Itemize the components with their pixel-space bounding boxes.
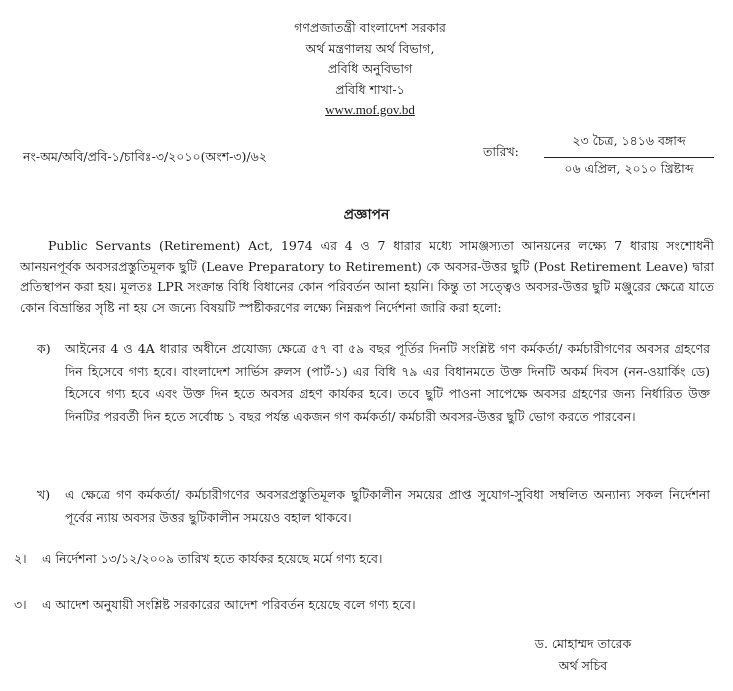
sub-item-text: আইনের 4 ও 4A ধারার অধীনে প্রযোজ্য ক্ষেত্রে ৫৭ বা ৫৯ বছর পূর্তির দিনটি সংশ্লিষ্ট গণ কর্মকর্তা/ কর্মচারীগণের অবসর গ্রহণের দিন হিসেবে গণ্য হবে। বাংলাদেশ সার্ভিস রুলস (পার্ট-১) এর বিধি ৭৯ এর বিধানমতে উক্ত দিনটি অকর্ম দিবস (নন-ওয়ার্কিং ডে) হিসেবে গণ্য হবে এবং উক্ত দিন হতে অবসর গ্রহণ কার্যকর হবে। তবে ছুটি পাওনা সাপেক্ষে অবসর গ্রহণের জন্য নির্ধারিত উক্ত দিনটির পরবর্তী দিন হতে সর্বোচ্চ ১ বছর পর্যন্ত একজন গণ কর্মকর্তা/ কর্মচারী অবসর-উত্তর ছুটি ভোগ করতে পারবেন। <box>65 341 710 424</box>
ministry-name: অর্থ মন্ত্রণালয় অর্থ বিভাগ, <box>305 40 435 56</box>
date-english: ০৬ এপ্রিল, ২০১০ খ্রিষ্টাব্দ <box>564 161 694 176</box>
date-block <box>544 133 714 181</box>
sub-item-kha <box>37 484 710 529</box>
signatory-name: ড. মোহাম্মদ তারেক <box>534 636 632 651</box>
intro-text: Public Servants (Retirement) Act, 1974 এর 4 ও 7 ধারার মধ্যে সামঞ্জস্যতা আনয়নের লক্ষ্যে 7 ধারায় সংশোধনী আনয়নপূর্বক অবসরপ্রস্তুতিমূলক ছুটি (Leave Preparatory to Retirement) কে অবসর-উত্তর ছুটি (Post Retirement Leave) দ্বারা প্রতিস্থাপন করা হয়। মূলতঃ LPR সংক্রান্ত বিধি বিধানের কোন পরিবর্তন আনা হয়নি। কিন্তু তা সত্ত্বেও অবসর-উত্তর ছুটি মঞ্জুরের ক্ষেত্রে যাতে কোন বিভ্রান্তির সৃষ্টি না হয় সে জন্যে বিষয়টি স্পষ্টীকরণের লক্ষ্যে নিম্নরূপ নির্দেশনা জারি করা হলো: <box>20 238 714 315</box>
numbered-point-3 <box>14 597 416 617</box>
point-number: ২। <box>14 551 27 566</box>
point-text: এ নির্দেশনা ১৩/১২/২০০৯ তারিখ হতে কার্যকর হয়েছে মর্মে গণ্য হবে। <box>42 551 383 566</box>
memo-number: নং-অম/অবি/প্রবি-১/চাবিঃ-৩/২০১০(অংশ-৩)/৬২ <box>23 149 267 164</box>
sub-item-label: খ) <box>37 487 51 502</box>
wing-name: প্রবিধি অনুবিভাগ <box>327 61 413 76</box>
sub-item-label: ক) <box>37 341 51 356</box>
numbered-point-2 <box>14 551 382 571</box>
signature-block <box>508 633 658 677</box>
point-number: ৩। <box>14 597 27 612</box>
date-label: তারিখ: <box>483 144 519 159</box>
document-title: প্রজ্ঞাপন <box>343 207 390 223</box>
branch-name: প্রবিধি শাখা-১ <box>335 81 405 97</box>
signatory-designation: অর্থ সচিব <box>558 658 608 673</box>
govt-name: গণপ্রজাতন্ত্রী বাংলাদেশ সরকার <box>294 20 446 35</box>
point-text: এ আদেশ অনুযায়ী সংশ্লিষ্ট সরকারের আদেশ পরিবর্তন হয়েছে বলে গণ্য হবে। <box>42 597 416 612</box>
sub-item-text: এ ক্ষেত্রে গণ কর্মকর্তা/ কর্মচারীগণের অবসরপ্রস্তুতিমূলক ছুটিকালীন সময়ের প্রাপ্ত সুযোগ-সুবিধা সম্বলিত অন্যান্য সকল নির্দেশনা পূর্বের ন্যায় অবসর উত্তর ছুটিকালীন সময়েও বহাল থাকবে। <box>65 487 710 525</box>
sub-item-ka <box>37 338 710 428</box>
date-bangla: ২৩ চৈত্র, ১৪১৬ বঙ্গাব্দ <box>544 133 714 158</box>
website-link[interactable]: www.mof.gov.bd <box>325 102 415 117</box>
letterhead <box>220 18 520 121</box>
intro-paragraph <box>20 236 714 318</box>
